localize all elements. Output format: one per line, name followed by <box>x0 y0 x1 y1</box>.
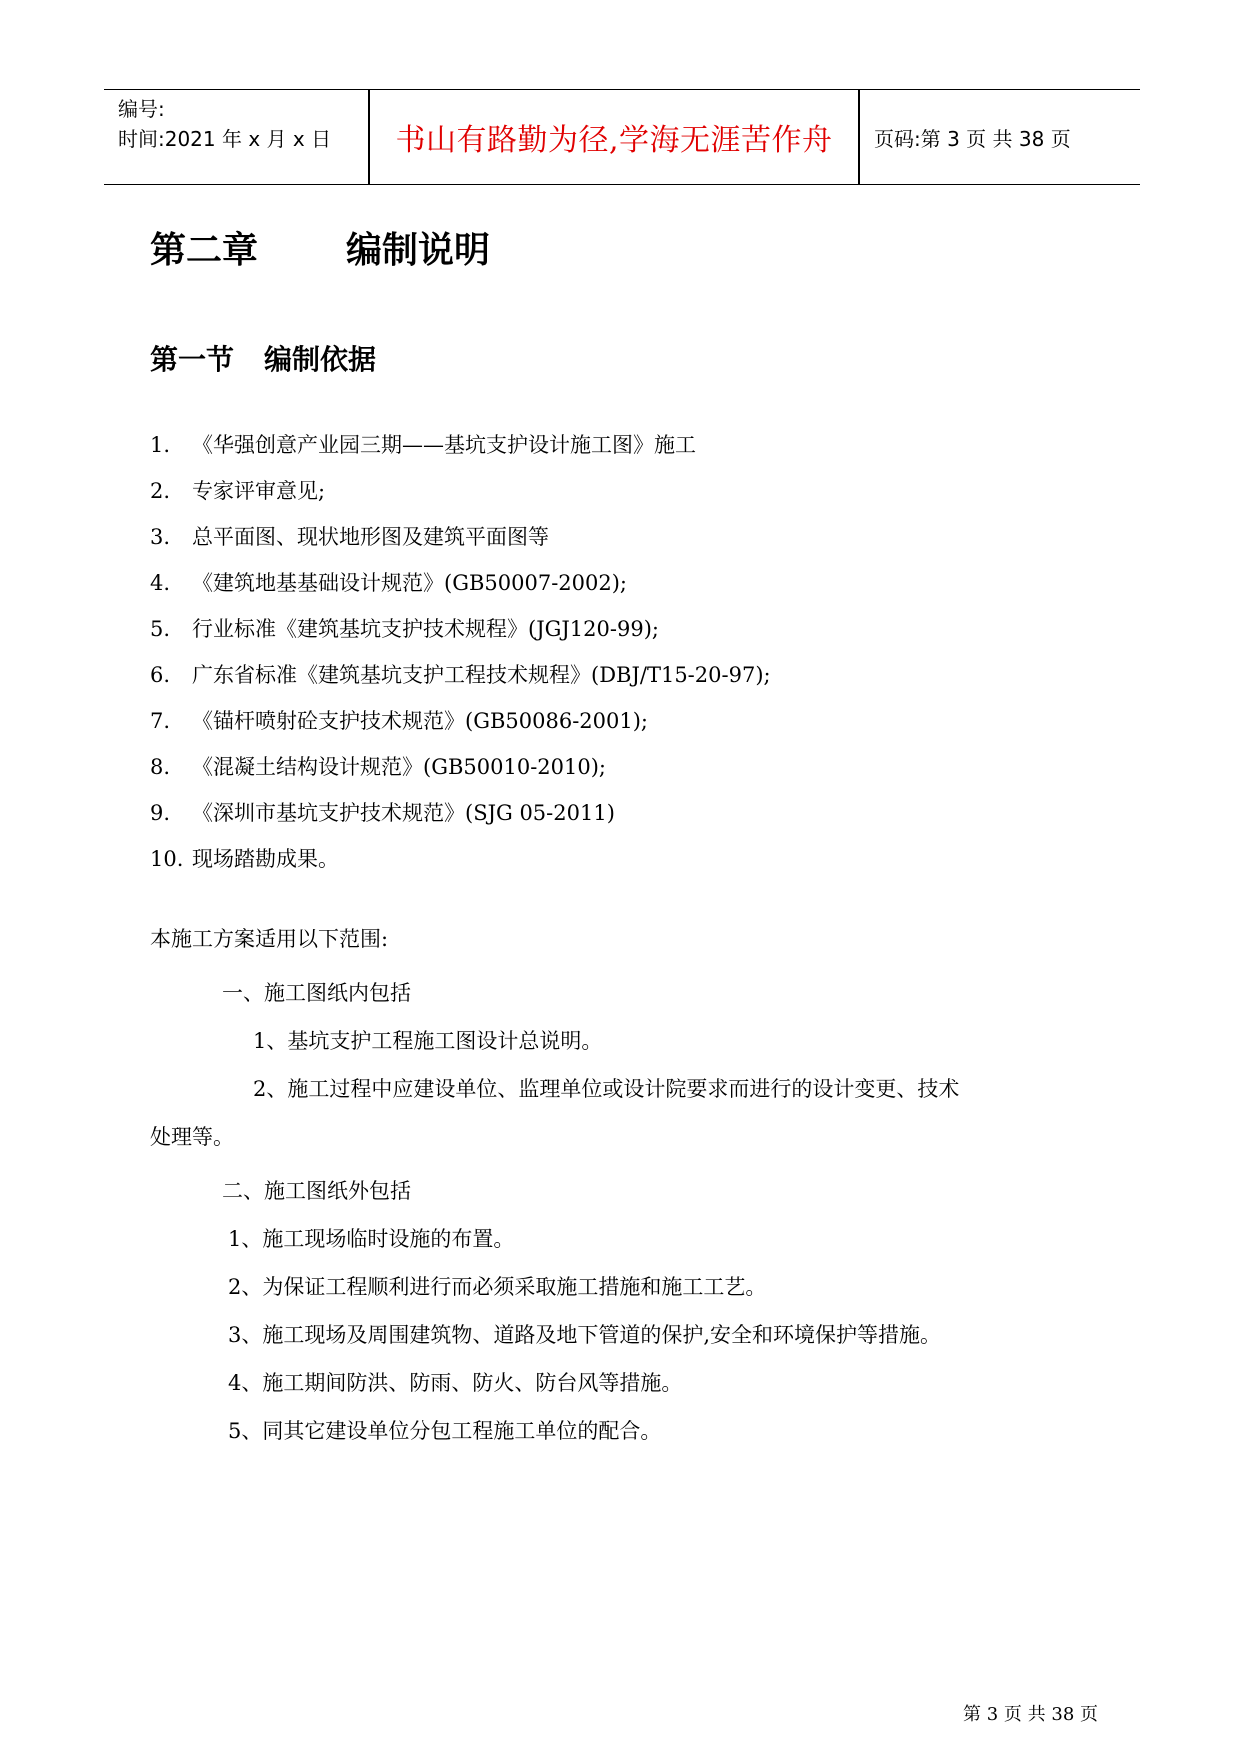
scope-part1-item: 1、基坑支护工程施工图设计总说明。 <box>253 1029 603 1053</box>
list-item: 6. 广东省标准《建筑基坑支护工程技术规程》(DBJ/T15-20-97); <box>150 663 771 687</box>
scope-intro: 本施工方案适用以下范围: <box>150 927 389 951</box>
list-item: 2. 专家评审意见; <box>150 479 326 503</box>
section-title: 编制依据 <box>264 343 377 376</box>
page-footer: 第 3 页 共 38 页 <box>963 1704 1098 1725</box>
scope-part2-item: 2、为保证工程顺利进行而必须采取施工措施和施工工艺。 <box>228 1275 767 1299</box>
section-number: 第一节 <box>150 343 235 376</box>
list-item: 3. 总平面图、现状地形图及建筑平面图等 <box>150 525 549 549</box>
scope-part2-title: 二、施工图纸外包括 <box>222 1179 411 1203</box>
scope-part2-item: 4、施工期间防洪、防雨、防火、防台风等措施。 <box>228 1371 683 1395</box>
scope-part1-item: 2、施工过程中应建设单位、监理单位或设计院要求而进行的设计变更、技术 <box>253 1077 960 1101</box>
header-number-label: 编号: <box>118 97 165 121</box>
list-item: 10. 现场踏勘成果。 <box>150 847 339 871</box>
chapter-title: 编制说明 <box>346 230 491 271</box>
list-item: 4. 《建筑地基基础设计规范》(GB50007-2002); <box>150 571 628 595</box>
list-item: 9. 《深圳市基坑支护技术规范》(SJG 05-2011) <box>150 801 615 825</box>
page-header <box>104 89 1140 185</box>
scope-part1-title: 一、施工图纸内包括 <box>222 981 411 1005</box>
header-time-label: 时间:2021 年 x 月 x 日 <box>118 127 332 151</box>
chapter-number: 第二章 <box>150 230 259 271</box>
section-heading <box>150 338 376 378</box>
chapter-heading <box>150 222 490 273</box>
list-item: 5. 行业标准《建筑基坑支护技术规程》(JGJ120-99); <box>150 617 659 641</box>
basis-list <box>150 428 771 888</box>
list-item: 7. 《锚杆喷射砼支护技术规范》(GB50086-2001); <box>150 709 649 733</box>
scope-part2-item: 5、同其它建设单位分包工程施工单位的配合。 <box>228 1419 662 1443</box>
scope-part2-item: 3、施工现场及周围建筑物、道路及地下管道的保护,安全和环境保护等措施。 <box>228 1323 942 1347</box>
scope-part2-item: 1、施工现场临时设施的布置。 <box>228 1227 515 1251</box>
list-item: 8. 《混凝土结构设计规范》(GB50010-2010); <box>150 755 607 779</box>
header-motto: 书山有路勤为径,学海无涯苦作舟 <box>395 123 833 158</box>
header-page-info: 页码:第 3 页 共 38 页 <box>874 126 1071 151</box>
scope-part1-item-cont: 处理等。 <box>150 1125 234 1149</box>
list-item: 1. 《华强创意产业园三期——基坑支护设计施工图》施工 <box>150 433 696 457</box>
